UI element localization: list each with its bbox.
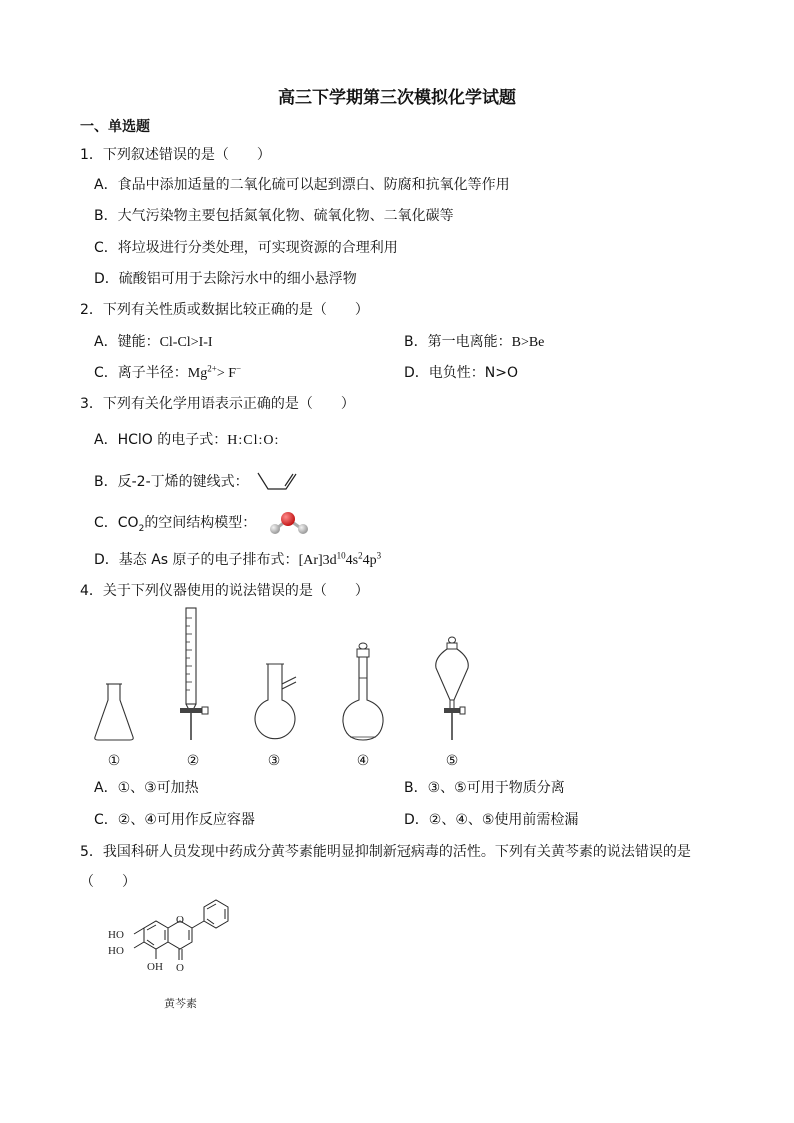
option-c-label: C．CO [94,515,139,531]
f-ion: > F [216,366,236,381]
option-a-label: A．键能： [94,334,160,350]
option-d-label: D．基态 As 原子的电子排布式： [94,552,299,568]
as-config-sup-1: 10 [336,550,346,561]
as-config: [Ar]3d [298,553,337,568]
option-b-value: B>Be [511,335,545,350]
question-3-stem: 3．下列有关化学用语表示正确的是（ ） [80,396,355,412]
ring-oxygen-label: O [176,914,184,926]
question-4-option-a: A．①、③可加热 [94,780,199,796]
option-c-label: C．离子半径： [94,365,188,381]
question-1-option-b: B．大气污染物主要包括氮氧化物、硫氧化物、二氧化碳等 [94,208,454,224]
apparatus-label-2: ② [186,753,200,769]
bent-molecule-model-icon [268,510,312,536]
question-1-stem: 1．下列叙述错误的是（ ） [80,147,271,163]
question-2-option-a [94,333,213,352]
question-3-option-b [94,473,249,491]
section-heading: 一、单选题 [80,119,150,135]
oh-label-3: OH [147,961,163,973]
as-config-mid: 4s [345,553,359,568]
question-2-option-d: D．电负性：N>O [404,365,519,381]
co2-subscript: 2 [138,523,145,534]
separatory-funnel-icon [432,634,472,744]
burette-icon [174,606,214,746]
question-4-option-c: C．②、④可用作反应容器 [94,812,255,828]
question-4-option-d: D．②、④、⑤使用前需检漏 [404,812,579,828]
option-b-label: B．第一电离能： [404,334,512,350]
question-4-stem: 4．关于下列仪器使用的说法错误的是（ ） [80,583,369,599]
f-charge: − [236,363,242,374]
question-5-stem: 5．我国科研人员发现中药成分黄芩素能明显抑制新冠病毒的活性。下列有关黄芩素的说法错误的是 [80,844,691,860]
apparatus-label-4: ④ [356,753,370,769]
option-b-label: B．反-2-丁烯的键线式： [94,474,249,490]
as-config-sup-2: 2 [358,550,363,561]
question-1-option-a: A．食品中添加适量的二氧化硫可以起到漂白、防腐和抗氧化等作用 [94,177,510,193]
option-a-value: Cl-Cl>I-I [159,335,213,350]
question-3-option-d [94,551,381,570]
question-2-stem: 2．下列有关性质或数据比较正确的是（ ） [80,302,369,318]
conical-flask-icon [92,682,136,742]
question-1-option-d: D．硫酸铝可用于去除污水中的细小悬浮物 [94,271,357,287]
question-3-option-c [94,514,256,532]
apparatus-label-3: ③ [267,753,281,769]
compound-name: 黄芩素 [164,997,197,1010]
question-1-option-c: C．将垃圾进行分类处理，可实现资源的合理利用 [94,240,398,256]
keto-oxygen-label: O [176,962,184,974]
hclo-electron-formula: H:Cl:O: [227,433,280,448]
as-config-end: 4p [362,553,377,568]
volumetric-flask-icon [340,642,386,744]
as-config-sup-3: 3 [376,550,382,561]
mg-ion: Mg [187,366,208,381]
mg-charge: 2+ [207,363,217,374]
question-2-option-b [404,333,544,352]
question-5-stem-cont: （ ） [80,874,136,890]
trans-2-butene-skeletal-icon [256,470,302,492]
option-a-label: A．HClO 的电子式： [94,432,228,448]
apparatus-label-5: ⑤ [445,753,459,769]
question-4-option-b: B．③、⑤可用于物质分离 [404,780,565,796]
distillation-flask-icon [252,662,300,744]
page-title: 高三下学期第三次模拟化学试题 [278,88,516,108]
question-3-option-a [94,431,279,450]
oh-label-1: HO [108,929,124,941]
option-c-suffix: 的空间结构模型： [144,515,257,531]
baicalein-structure-icon [104,904,254,1014]
question-2-option-c [94,364,241,383]
oh-label-2: HO [108,945,124,957]
apparatus-label-1: ① [107,753,121,769]
